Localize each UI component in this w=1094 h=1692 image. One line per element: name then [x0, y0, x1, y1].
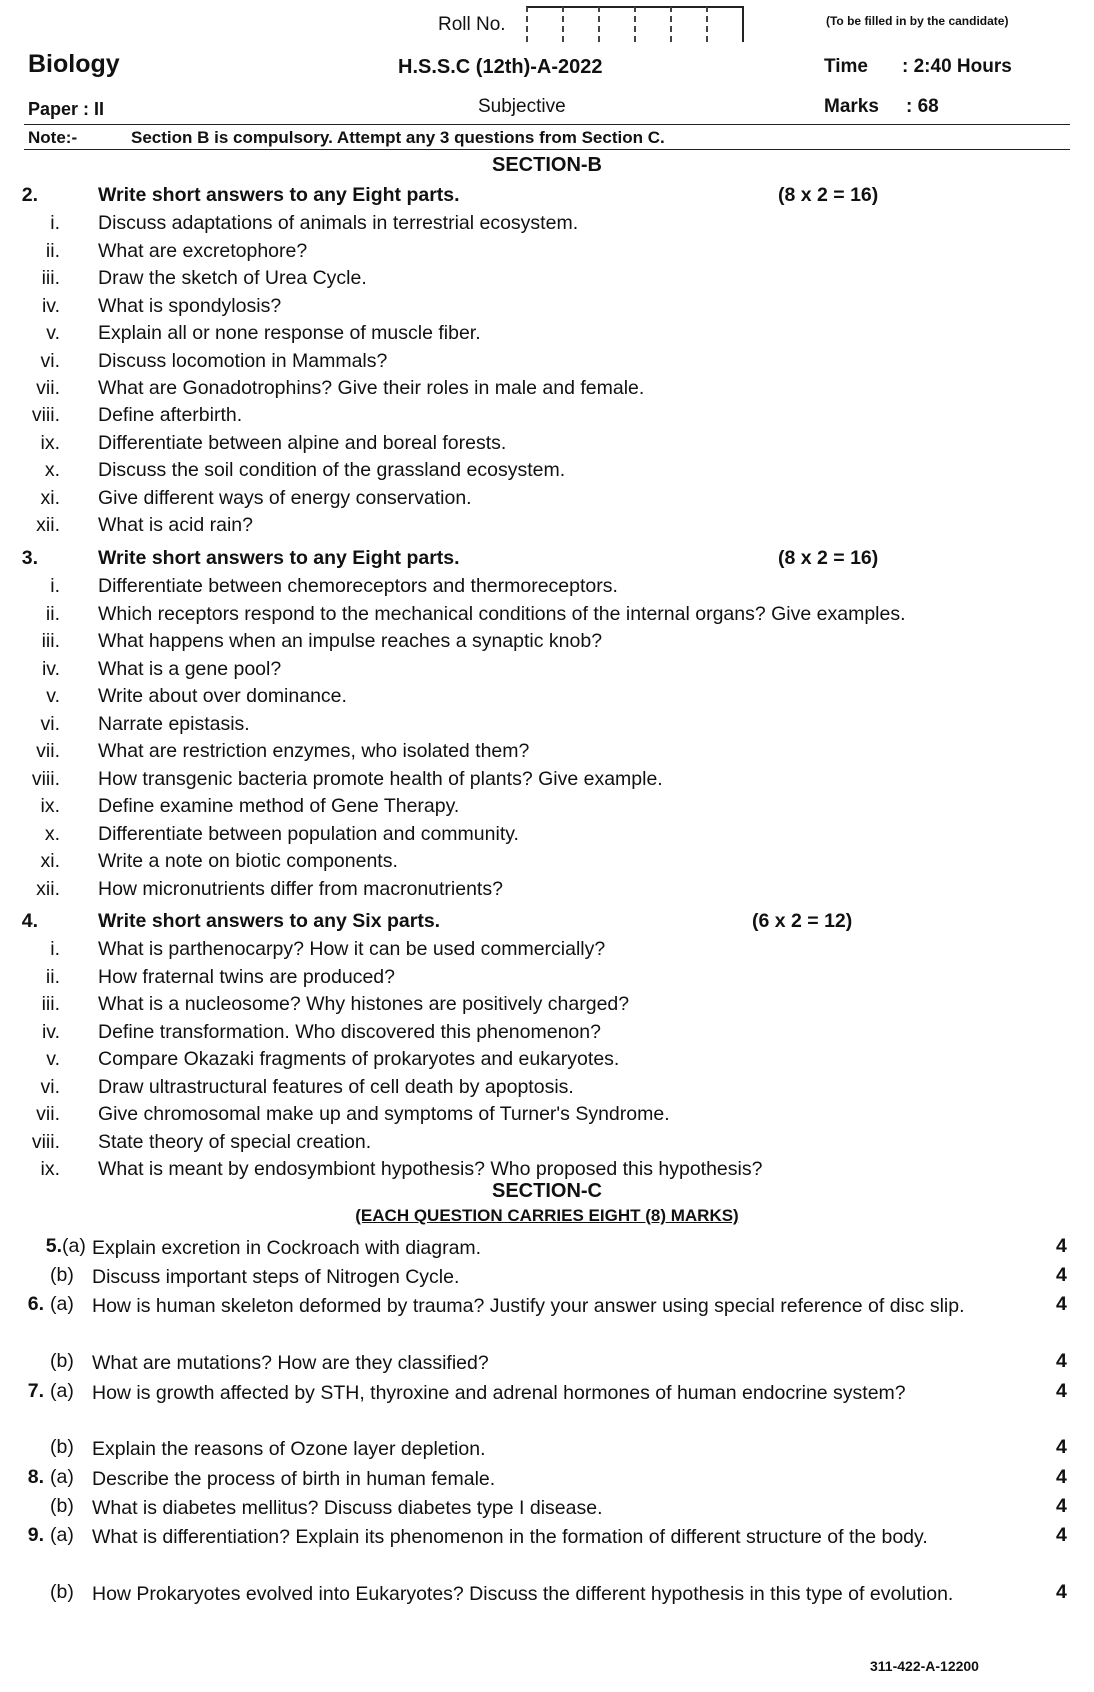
question-instruction: Write short answers to any Eight parts.: [98, 547, 460, 569]
part-text: What is acid rain?: [98, 514, 253, 536]
part-text: Give chromosomal make up and symptoms of Turner's Syndrome.: [98, 1103, 670, 1125]
list-item: [0, 878, 1094, 904]
part-text: Narrate epistasis.: [98, 713, 250, 735]
list-item: [0, 432, 1094, 458]
part-text: Differentiate between population and community.: [98, 823, 519, 845]
list-item: [0, 993, 1094, 1019]
part-label: (a): [62, 1235, 86, 1257]
part-number: iii.: [41, 267, 60, 289]
part-text: What are Gonadotrophins? Give their roles in male and female.: [98, 377, 645, 399]
part-number: xii.: [36, 878, 60, 900]
part-text: How micronutrients differ from macronutrients?: [98, 878, 503, 900]
roll-number-boxes: [526, 6, 744, 42]
list-item: [0, 740, 1094, 766]
part-text: What is diabetes mellitus? Discuss diabetes type I disease.: [92, 1497, 603, 1519]
part-text: Draw ultrastructural features of cell death by apoptosis.: [98, 1076, 574, 1098]
list-item: [0, 630, 1094, 656]
list-item: [0, 1103, 1094, 1129]
part-text: What are mutations? How are they classified?: [92, 1352, 489, 1374]
note-label: Note:-: [28, 128, 78, 147]
part-number: v.: [46, 685, 60, 707]
part-number: vi.: [40, 713, 60, 735]
list-item: [0, 768, 1094, 794]
part-number: i.: [50, 212, 60, 234]
part-text: Differentiate between alpine and boreal forests.: [98, 432, 507, 454]
part-text: What is spondylosis?: [98, 295, 282, 317]
question-2-header: [0, 184, 1094, 210]
part-number: iv.: [41, 1021, 60, 1043]
part-text: Define transformation. Who discovered this phenomenon?: [98, 1021, 601, 1043]
part-number: v.: [46, 322, 60, 344]
part-label: (a): [50, 1524, 74, 1546]
part-number: vi.: [40, 1076, 60, 1098]
list-item: [0, 240, 1094, 266]
part-number: vii.: [36, 377, 60, 399]
part-number: i.: [50, 575, 60, 597]
part-marks: 4: [1056, 1293, 1067, 1315]
part-text: Discuss important steps of Nitrogen Cycle.: [92, 1266, 460, 1288]
part-text: Differentiate between chemoreceptors and thermoreceptors.: [98, 575, 618, 597]
part-label: (b): [50, 1264, 74, 1286]
time-label: Time: [824, 56, 869, 77]
marks-label: Marks: [824, 96, 879, 117]
part-number: ix.: [40, 795, 60, 817]
section-b-title: SECTION-B: [492, 154, 602, 176]
roll-number-note: (To be filled in by the candidate): [826, 14, 1009, 28]
part-text: What is a nucleosome? Why histones are positively charged?: [98, 993, 630, 1015]
part-marks: 4: [1056, 1581, 1067, 1603]
list-item: [0, 212, 1094, 238]
part-number: ix.: [40, 432, 60, 454]
part-text: Define afterbirth.: [98, 404, 243, 426]
list-item: [0, 966, 1094, 992]
part-label: (b): [50, 1436, 74, 1458]
question-number: 7.: [27, 1380, 44, 1402]
question-instruction: Write short answers to any Six parts.: [98, 910, 441, 932]
part-text: Give different ways of energy conservation.: [98, 487, 472, 509]
part-number: viii.: [31, 404, 60, 426]
part-label: (a): [50, 1466, 74, 1488]
part-text: Discuss the soil condition of the grassland ecosystem.: [98, 459, 566, 481]
part-number: xi.: [40, 487, 60, 509]
question-3-header: [0, 547, 1094, 573]
marks-value: : 68: [906, 96, 939, 117]
part-label: (b): [50, 1495, 74, 1517]
part-text: What is parthenocarpy? How it can be used commercially?: [98, 938, 606, 960]
note-text: Section B is compulsory. Attempt any 3 questions from Section C.: [131, 128, 665, 147]
question-number: 8.: [27, 1466, 44, 1488]
part-number: viii.: [31, 1131, 60, 1153]
part-text: Explain the reasons of Ozone layer depletion.: [92, 1438, 486, 1460]
list-item: [0, 377, 1094, 403]
list-item: [0, 1076, 1094, 1102]
part-marks: 4: [1056, 1264, 1067, 1286]
part-marks: 4: [1056, 1466, 1067, 1488]
part-number: x.: [44, 459, 60, 481]
part-text: How is human skeleton deformed by trauma? Justify your answer using special reference of disc slip.: [92, 1295, 965, 1317]
part-text: Write a note on biotic components.: [98, 850, 398, 872]
part-text: How transgenic bacteria promote health of plants? Give example.: [98, 768, 663, 790]
part-text: How fraternal twins are produced?: [98, 966, 395, 988]
list-item: [0, 795, 1094, 821]
part-number: iii.: [41, 993, 60, 1015]
part-text: Define examine method of Gene Therapy.: [98, 795, 460, 817]
part-text: What is a gene pool?: [98, 658, 282, 680]
list-item: [0, 295, 1094, 321]
part-text: Discuss adaptations of animals in terrestrial ecosystem.: [98, 212, 579, 234]
question-number: 2.: [21, 184, 38, 206]
part-number: ix.: [40, 1158, 60, 1180]
part-number: iv.: [41, 295, 60, 317]
part-text: What happens when an impulse reaches a synaptic knob?: [98, 630, 603, 652]
part-text: What is meant by endosymbiont hypothesis? Who proposed this hypothesis?: [98, 1158, 763, 1180]
part-label: (a): [50, 1380, 74, 1402]
part-text: State theory of special creation.: [98, 1131, 372, 1153]
question-number: 9.: [27, 1524, 44, 1546]
part-number: iv.: [41, 658, 60, 680]
part-text: Explain excretion in Cockroach with diagram.: [92, 1237, 482, 1259]
part-marks: 4: [1056, 1495, 1067, 1517]
part-text: Describe the process of birth in human female.: [92, 1468, 496, 1490]
paper-code: 311-422-A-12200: [870, 1658, 979, 1674]
question-number: 5.: [45, 1235, 62, 1257]
part-number: ii.: [45, 240, 60, 262]
part-text: Explain all or none response of muscle fiber.: [98, 322, 481, 344]
paper-type: Subjective: [478, 96, 566, 117]
question-number: 4.: [21, 910, 38, 932]
list-item: [0, 350, 1094, 376]
part-number: x.: [44, 823, 60, 845]
header-divider: [24, 124, 1070, 125]
part-number: ii.: [45, 603, 60, 625]
list-item: [0, 823, 1094, 849]
part-label: (b): [50, 1581, 74, 1603]
part-marks: 4: [1056, 1380, 1067, 1402]
part-number: ii.: [45, 966, 60, 988]
list-item: [0, 487, 1094, 513]
part-text: How is growth affected by STH, thyroxine and adrenal hormones of human endocrine system?: [92, 1382, 906, 1404]
question-instruction: Write short answers to any Eight parts.: [98, 184, 460, 206]
part-text: Draw the sketch of Urea Cycle.: [98, 267, 367, 289]
question-marks: (8 x 2 = 16): [778, 184, 879, 206]
question-number: 3.: [21, 547, 38, 569]
part-text: What is differentiation? Explain its phenomenon in the formation of different structure of the body.: [92, 1526, 928, 1548]
section-c-subtitle: (EACH QUESTION CARRIES EIGHT (8) MARKS): [355, 1206, 739, 1225]
list-item: [0, 1048, 1094, 1074]
question-marks: (8 x 2 = 16): [778, 547, 879, 569]
list-item: [0, 404, 1094, 430]
part-number: vii.: [36, 1103, 60, 1125]
instructions-note: [28, 128, 665, 148]
part-marks: 4: [1056, 1350, 1067, 1372]
part-text: How Prokaryotes evolved into Eukaryotes? Discuss the different hypothesis in this type of evolution.: [92, 1583, 954, 1605]
list-item: [0, 459, 1094, 485]
part-text: What are excretophore?: [98, 240, 308, 262]
list-item: [0, 1021, 1094, 1047]
list-item: [0, 603, 1094, 629]
part-number: vi.: [40, 350, 60, 372]
part-number: xi.: [40, 850, 60, 872]
time-value: : 2:40 Hours: [902, 56, 1012, 77]
part-number: iii.: [41, 630, 60, 652]
question-marks: (6 x 2 = 12): [752, 910, 853, 932]
part-text: Discuss locomotion in Mammals?: [98, 350, 388, 372]
part-number: viii.: [31, 768, 60, 790]
part-number: vii.: [36, 740, 60, 762]
part-text: Compare Okazaki fragments of prokaryotes and eukaryotes.: [98, 1048, 620, 1070]
question-4-header: [0, 910, 1094, 936]
paper-label: Paper : II: [28, 99, 105, 119]
list-item: [0, 658, 1094, 684]
part-marks: 4: [1056, 1524, 1067, 1546]
part-number: xii.: [36, 514, 60, 536]
list-item: [0, 514, 1094, 540]
question-number: 6.: [27, 1293, 44, 1315]
part-number: v.: [46, 1048, 60, 1070]
list-item: [0, 713, 1094, 739]
part-marks: 4: [1056, 1235, 1067, 1257]
subject-title: Biology: [28, 50, 120, 78]
part-label: (b): [50, 1350, 74, 1372]
part-number: i.: [50, 938, 60, 960]
part-label: (a): [50, 1293, 74, 1315]
part-text: Which receptors respond to the mechanical conditions of the internal organs? Give examples.: [98, 603, 906, 625]
roll-number-label: Roll No.: [438, 14, 506, 35]
list-item: [0, 685, 1094, 711]
list-item: [0, 850, 1094, 876]
exam-title: H.S.S.C (12th)-A-2022: [398, 56, 603, 78]
part-text: Write about over dominance.: [98, 685, 347, 707]
part-text: What are restriction enzymes, who isolated them?: [98, 740, 530, 762]
section-c-title: SECTION-C: [492, 1180, 602, 1202]
list-item: [0, 322, 1094, 348]
note-divider: [24, 149, 1070, 150]
part-marks: 4: [1056, 1436, 1067, 1458]
list-item: [0, 267, 1094, 293]
list-item: [0, 1131, 1094, 1157]
list-item: [0, 938, 1094, 964]
list-item: [0, 575, 1094, 601]
